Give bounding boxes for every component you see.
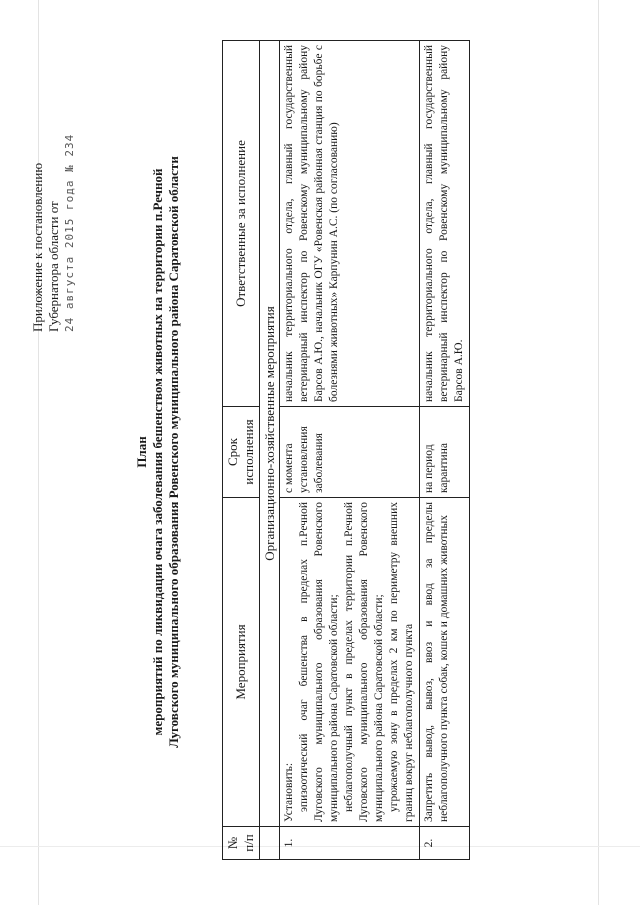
title-subheading: мероприятий по ликвидации очага заболевания бешенством животных на территории п.Речной [150, 168, 165, 736]
title-heading: План [134, 436, 149, 468]
header-activities: Мероприятия [223, 498, 260, 827]
row-responsible: начальник территориального отдела, главный государственный ветеринарный инспектор по Ровенскому муниципальному району Барсов А.Ю., начальник ОГУ «Ровенская районная станция по борьбе с болезнями животных» Карпунин А.С. (по согласованию) [280, 41, 420, 407]
plan-title [134, 12, 182, 892]
document-page [10, 12, 630, 892]
section-title: Организационно-хозяйственные мероприятия [260, 41, 280, 827]
row-activities [280, 498, 420, 827]
header-term: Срок исполнения [223, 407, 260, 498]
section-row [260, 41, 280, 860]
activity-line: Установить: [283, 762, 295, 822]
activity-line: эпизоотический очаг бешенства в пределах п.Речной Луговского муниципального образования Ровенского муниципального района Саратовской области; [298, 502, 340, 822]
header-responsible: Ответственные за исполнение [223, 41, 260, 407]
row-activities [420, 498, 470, 827]
appendix-line: Губернатора области от [46, 201, 61, 332]
table-header-row [223, 41, 260, 860]
table-row [420, 41, 470, 860]
header-no: № п/п [223, 827, 260, 860]
appendix-line: Приложение к постановлению [30, 162, 45, 332]
plan-table [222, 40, 470, 860]
row-responsible: начальник территориального отдела, главный государственный ветеринарный инспектор по Ровенскому муниципальному району Барсов А.Ю. [420, 41, 470, 407]
row-number: 2. [420, 827, 470, 860]
row-number: 1. [280, 827, 420, 860]
row-term: на период карантина [420, 407, 470, 498]
activity-line: неблагополучный пункт в пределах территории п.Речной Луговского муниципального образования Ровенского муниципального района Саратовской области; [343, 502, 385, 822]
activity-line: Запретить вывод, вывоз, ввоз и ввод за пределы неблагополучного пункта собак, кошек и домашних животных [423, 502, 450, 822]
table-row [280, 41, 420, 860]
title-subheading: Луговского муниципального образования Ровенского муниципального района Саратовской области [166, 156, 181, 748]
appendix-date: 24 августа 2015 года № 234 [63, 133, 76, 332]
appendix-note [30, 32, 78, 332]
activity-line: угрожаемую зону в пределах 2 км по периметру внешних границ вокруг неблагополучного пункта [388, 502, 415, 822]
row-term: с момента установления заболевания [280, 407, 420, 498]
